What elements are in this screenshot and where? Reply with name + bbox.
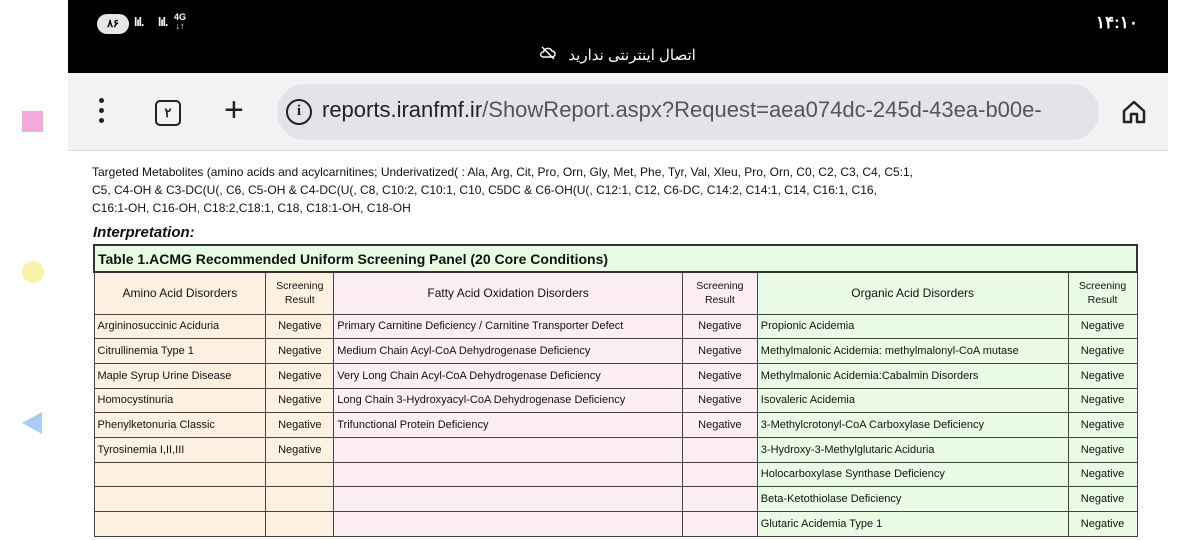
url-path: /ShowReport.aspx?Request=aea074dc-245d-43ea-b00e- bbox=[482, 97, 1042, 122]
left-nav-rail bbox=[0, 0, 68, 540]
amino-disorder-cell: Citrullinemia Type 1 bbox=[94, 339, 266, 364]
amino-result-cell: Negative bbox=[266, 413, 334, 438]
amino-result-cell bbox=[266, 487, 334, 512]
table-row bbox=[94, 314, 1137, 339]
amino-disorder-cell: Tyrosinemia I,II,III bbox=[94, 437, 266, 462]
organic-disorder-cell: Isovaleric Acidemia bbox=[757, 388, 1068, 413]
signal-strength-sim1: lıl. bbox=[134, 15, 144, 29]
organic-disorder-cell: Holocarboxylase Synthase Deficiency bbox=[757, 462, 1068, 487]
header-result-label: Result bbox=[704, 294, 735, 307]
more-vert-icon[interactable] bbox=[92, 98, 110, 128]
organic-result-cell: Negative bbox=[1068, 487, 1137, 512]
back-button[interactable] bbox=[22, 412, 42, 434]
header-screening-result bbox=[682, 272, 757, 314]
fatty-result-cell bbox=[682, 437, 757, 462]
fatty-result-cell: Negative bbox=[682, 363, 757, 388]
acmg-screening-table bbox=[93, 244, 1138, 537]
header-screening-label: Screening bbox=[1078, 280, 1127, 293]
organic-disorder-cell: 3-Methylcrotonyl-CoA Carboxylase Deficiency bbox=[757, 413, 1068, 438]
organic-disorder-cell: Methylmalonic Acidemia:Cabalmin Disorders bbox=[757, 363, 1068, 388]
fatty-result-cell bbox=[682, 462, 757, 487]
amino-result-cell: Negative bbox=[266, 437, 334, 462]
fatty-disorder-cell: Very Long Chain Acyl-CoA Dehydrogenase Deficiency bbox=[334, 363, 683, 388]
header-result-label: Result bbox=[284, 294, 315, 307]
amino-result-cell bbox=[266, 462, 334, 487]
url-text[interactable] bbox=[322, 97, 1042, 123]
organic-result-cell: Negative bbox=[1068, 437, 1137, 462]
battery-indicator: ۸۶ bbox=[97, 14, 129, 34]
signal-strength-sim2: lıl. bbox=[158, 15, 168, 29]
amino-disorder-cell bbox=[94, 462, 266, 487]
amino-result-cell: Negative bbox=[266, 388, 334, 413]
fatty-disorder-cell: Long Chain 3-Hydroxyacyl-CoA Dehydrogenase Deficiency bbox=[334, 388, 683, 413]
header-organic: Organic Acid Disorders bbox=[757, 272, 1068, 314]
network-type bbox=[174, 13, 186, 31]
organic-result-cell: Negative bbox=[1068, 363, 1137, 388]
fatty-disorder-cell bbox=[334, 462, 683, 487]
table-body bbox=[94, 314, 1137, 536]
amino-disorder-cell bbox=[94, 512, 266, 537]
cloud-off-icon bbox=[540, 46, 556, 63]
organic-result-cell: Negative bbox=[1068, 512, 1137, 537]
right-gutter bbox=[1168, 0, 1200, 540]
tab-switcher-button[interactable]: ۲ bbox=[155, 100, 181, 126]
clock: ۱۴:۱۰ bbox=[1095, 13, 1138, 32]
organic-disorder-cell: Methylmalonic Acidemia: methylmalonyl-CoA mutase bbox=[757, 339, 1068, 364]
table-row bbox=[94, 388, 1137, 413]
status-bar bbox=[68, 0, 1168, 73]
table-row bbox=[94, 339, 1137, 364]
header-amino: Amino Acid Disorders bbox=[94, 272, 266, 314]
organic-disorder-cell: 3-Hydroxy-3-Methylglutaric Aciduria bbox=[757, 437, 1068, 462]
targeted-line: C5, C4-OH & C3-DC(U(, C6, C5-OH & C4-DC(U(, C8, C10:2, C10:1, C10, C5DC & C6-OH(U(, C12:1, C12, C6-DC, C14:2, C14:1, C14, C16:1, C16, bbox=[92, 183, 877, 197]
fatty-result-cell bbox=[682, 487, 757, 512]
fatty-result-cell: Negative bbox=[682, 314, 757, 339]
amino-result-cell: Negative bbox=[266, 339, 334, 364]
web-page-content bbox=[68, 152, 1168, 540]
table-row bbox=[94, 437, 1137, 462]
organic-result-cell: Negative bbox=[1068, 339, 1137, 364]
organic-disorder-cell: Propionic Acidemia bbox=[757, 314, 1068, 339]
table-row bbox=[94, 462, 1137, 487]
info-icon[interactable]: i bbox=[286, 99, 312, 125]
browser-toolbar bbox=[68, 73, 1168, 151]
amino-disorder-cell bbox=[94, 487, 266, 512]
fatty-disorder-cell: Primary Carnitine Deficiency / Carnitine Transporter Defect bbox=[334, 314, 683, 339]
header-screening-label: Screening bbox=[696, 280, 744, 293]
table-row bbox=[94, 363, 1137, 388]
header-result-label: Result bbox=[1087, 294, 1118, 307]
targeted-line: C16:1-OH, C16-OH, C18:2,C18:1, C18, C18:1-OH, C18-OH bbox=[92, 201, 411, 215]
organic-result-cell: Negative bbox=[1068, 413, 1137, 438]
organic-disorder-cell: Glutaric Acidemia Type 1 bbox=[757, 512, 1068, 537]
header-screening-label: Screening bbox=[276, 280, 324, 293]
header-screening-result bbox=[266, 272, 334, 314]
home-gesture-button[interactable] bbox=[22, 261, 44, 283]
table-header-row bbox=[94, 272, 1137, 314]
fatty-result-cell: Negative bbox=[682, 413, 757, 438]
fatty-disorder-cell: Trifunctional Protein Deficiency bbox=[334, 413, 683, 438]
offline-banner bbox=[68, 46, 1168, 64]
network-type-label: 4G bbox=[174, 12, 187, 22]
targeted-line: Targeted Metabolites (amino acids and acylcarnitines; Underivatized( : Ala, Arg, Cit, Pro, Orn, Gly, Met, Phe, Tyr, Val, Xleu, Pro, Orn, C0, C2, C3, C4, C5:1, bbox=[92, 165, 914, 179]
targeted-metabolites-text bbox=[92, 163, 992, 217]
recents-button[interactable] bbox=[22, 111, 43, 132]
fatty-result-cell: Negative bbox=[682, 388, 757, 413]
table-row bbox=[94, 512, 1137, 537]
home-icon[interactable] bbox=[1121, 99, 1147, 125]
amino-disorder-cell: Homocystinuria bbox=[94, 388, 266, 413]
interpretation-heading: Interpretation: bbox=[93, 224, 195, 241]
amino-disorder-cell: Phenylketonuria Classic bbox=[94, 413, 266, 438]
table-title: Table 1.ACMG Recommended Uniform Screening Panel (20 Core Conditions) bbox=[94, 245, 1137, 272]
table-row bbox=[94, 487, 1137, 512]
amino-disorder-cell: Argininosuccinic Aciduria bbox=[94, 314, 266, 339]
organic-result-cell: Negative bbox=[1068, 462, 1137, 487]
url-domain: reports.iranfmf.ir bbox=[322, 97, 483, 122]
organic-result-cell: Negative bbox=[1068, 388, 1137, 413]
fatty-disorder-cell bbox=[334, 437, 683, 462]
new-tab-button[interactable]: + bbox=[224, 91, 244, 129]
fatty-result-cell bbox=[682, 512, 757, 537]
address-bar[interactable] bbox=[277, 84, 1099, 140]
fatty-disorder-cell bbox=[334, 487, 683, 512]
organic-disorder-cell: Beta-Ketothiolase Deficiency bbox=[757, 487, 1068, 512]
amino-result-cell: Negative bbox=[266, 314, 334, 339]
header-fatty: Fatty Acid Oxidation Disorders bbox=[334, 272, 683, 314]
amino-result-cell bbox=[266, 512, 334, 537]
table-row bbox=[94, 413, 1137, 438]
amino-disorder-cell: Maple Syrup Urine Disease bbox=[94, 363, 266, 388]
fatty-disorder-cell bbox=[334, 512, 683, 537]
data-arrows-icon: ↓↑ bbox=[175, 21, 185, 31]
amino-result-cell: Negative bbox=[266, 363, 334, 388]
organic-result-cell: Negative bbox=[1068, 314, 1137, 339]
fatty-result-cell: Negative bbox=[682, 339, 757, 364]
header-screening-result bbox=[1068, 272, 1137, 314]
fatty-disorder-cell: Medium Chain Acyl-CoA Dehydrogenase Deficiency bbox=[334, 339, 683, 364]
offline-text: اتصال اینترنتی ندارید bbox=[568, 47, 696, 64]
